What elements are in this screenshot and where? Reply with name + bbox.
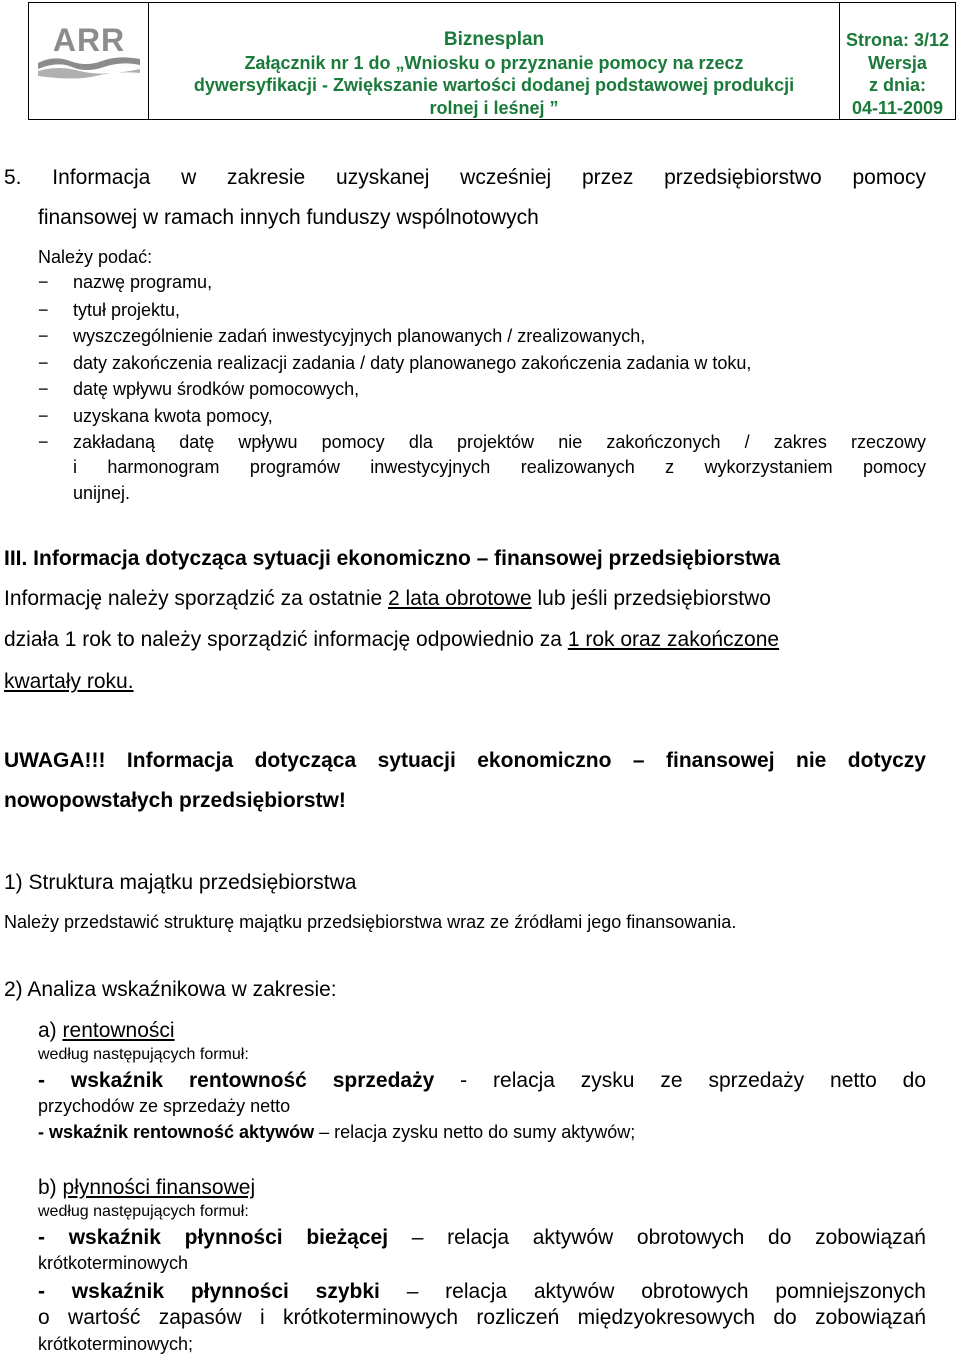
sub1-heading: 1) Struktura majątku przedsiębiorstwa	[4, 871, 357, 894]
date-value: 04-11-2009	[851, 97, 944, 118]
sub1-text: Należy przedstawić strukturę majątku przedsiębiorstwa wraz ze źródłami jego finansowania.	[4, 912, 737, 932]
formula-a2: - wskaźnik rentowność aktywów – relacja zysku netto do sumy aktywów;	[38, 1122, 636, 1142]
logo-cell	[29, 3, 149, 119]
bullet-item: tytuł projektu,	[73, 300, 181, 320]
bullet-dash: −	[38, 353, 49, 373]
formula-b1: - wskaźnik płynności bieżącej – relacja aktywów obrotowych do zobowiązań	[38, 1226, 926, 1249]
bullet-dash: −	[38, 326, 49, 346]
bullet-dash: −	[38, 406, 49, 426]
bullet-item-cont: i harmonogram programów inwestycyjnych realizowanych z wykorzystaniem pomocy	[73, 457, 926, 477]
header-title-line3: dywersyfikacji - Zwiększanie wartości dodanej podstawowej produkcji	[193, 75, 795, 95]
sub2-heading: 2) Analiza wskaźnikowa w zakresie:	[4, 978, 337, 1001]
header-title-line2: Załącznik nr 1 do „Wniosku o przyznanie pomocy na rzecz	[244, 52, 744, 73]
header-meta	[840, 3, 955, 119]
formula-b1-cont: krótkoterminowych	[38, 1253, 189, 1273]
warning-line2: nowopowstałych przedsiębiorstw!	[4, 789, 346, 812]
section5-intro: Należy podać:	[38, 247, 153, 267]
logo-text: ARR	[52, 22, 125, 58]
formula-b2-cont2: krótkoterminowych;	[38, 1334, 194, 1354]
section3-line1: Informację należy sporządzić za ostatnie 2 lata obrotowe lub jeśli przedsiębiorstwo	[4, 587, 771, 610]
sub-b-title: b) płynności finansowej	[38, 1176, 256, 1199]
bullet-dash: −	[38, 300, 49, 320]
header-title	[149, 3, 840, 119]
bullet-item: nazwę programu,	[73, 272, 213, 292]
header-title-line1: Biznesplan	[443, 29, 545, 50]
section5-heading-line1: 5. Informacja w zakresie uzyskanej wcześniej przez przedsiębiorstwo pomocy	[4, 166, 926, 189]
logo-hills	[38, 57, 140, 70]
bullet-dash: −	[38, 432, 49, 452]
arr-logo	[36, 21, 142, 79]
bullet-item-cont: unijnej.	[73, 483, 131, 503]
page-number: Strona: 3/12	[845, 30, 950, 50]
bullet-item: uzyskana kwota pomocy,	[73, 406, 273, 426]
bullet-item: zakładaną datę wpływu pomocy dla projektów nie zakończonych / zakres rzeczowy	[73, 432, 926, 452]
bullet-dash: −	[38, 379, 49, 399]
version-label: Wersja	[868, 52, 927, 73]
section3-heading: III. Informacja dotycząca sytuacji ekonomiczno – finansowej przedsiębiorstwa	[4, 547, 781, 570]
bullet-item: wyszczególnienie zadań inwestycyjnych planowanych / zrealizowanych,	[73, 326, 646, 346]
formula-intro-a: według następujących formuł:	[38, 1046, 249, 1063]
bullet-dash: −	[38, 272, 49, 292]
warning-line1: UWAGA!!! Informacja dotycząca sytuacji ekonomiczno – finansowej nie dotyczy	[4, 749, 926, 772]
bullet-item: datę wpływu środków pomocowych,	[73, 379, 360, 399]
formula-b2: - wskaźnik płynności szybki – relacja aktywów obrotowych pomniejszonych	[38, 1280, 926, 1303]
formula-b2-cont: o wartość zapasów i krótkoterminowych rozliczeń międzyokresowych do zobowiązań	[38, 1306, 926, 1329]
date-label: z dnia:	[869, 75, 926, 95]
header-title-line4: rolnej i leśnej ”	[429, 97, 559, 118]
section3-line3: kwartały roku.	[4, 670, 134, 693]
bullet-item: daty zakończenia realizacji zadania / daty planowanego zakończenia zadania w toku,	[73, 353, 752, 373]
page-header	[28, 2, 956, 120]
sub-a-title: a) rentowności	[38, 1019, 175, 1042]
formula-intro-b: według następujących formuł:	[38, 1203, 249, 1220]
formula-a1-cont: przychodów ze sprzedaży netto	[38, 1096, 291, 1116]
formula-a1: - wskaźnik rentowność sprzedaży - relacja zysku ze sprzedaży netto do	[38, 1069, 926, 1092]
section5-heading-line2: finansowej w ramach innych funduszy wspólnotowych	[38, 206, 539, 229]
section3-line2: działa 1 rok to należy sporządzić informację odpowiednio za 1 rok oraz zakończone	[4, 628, 780, 651]
